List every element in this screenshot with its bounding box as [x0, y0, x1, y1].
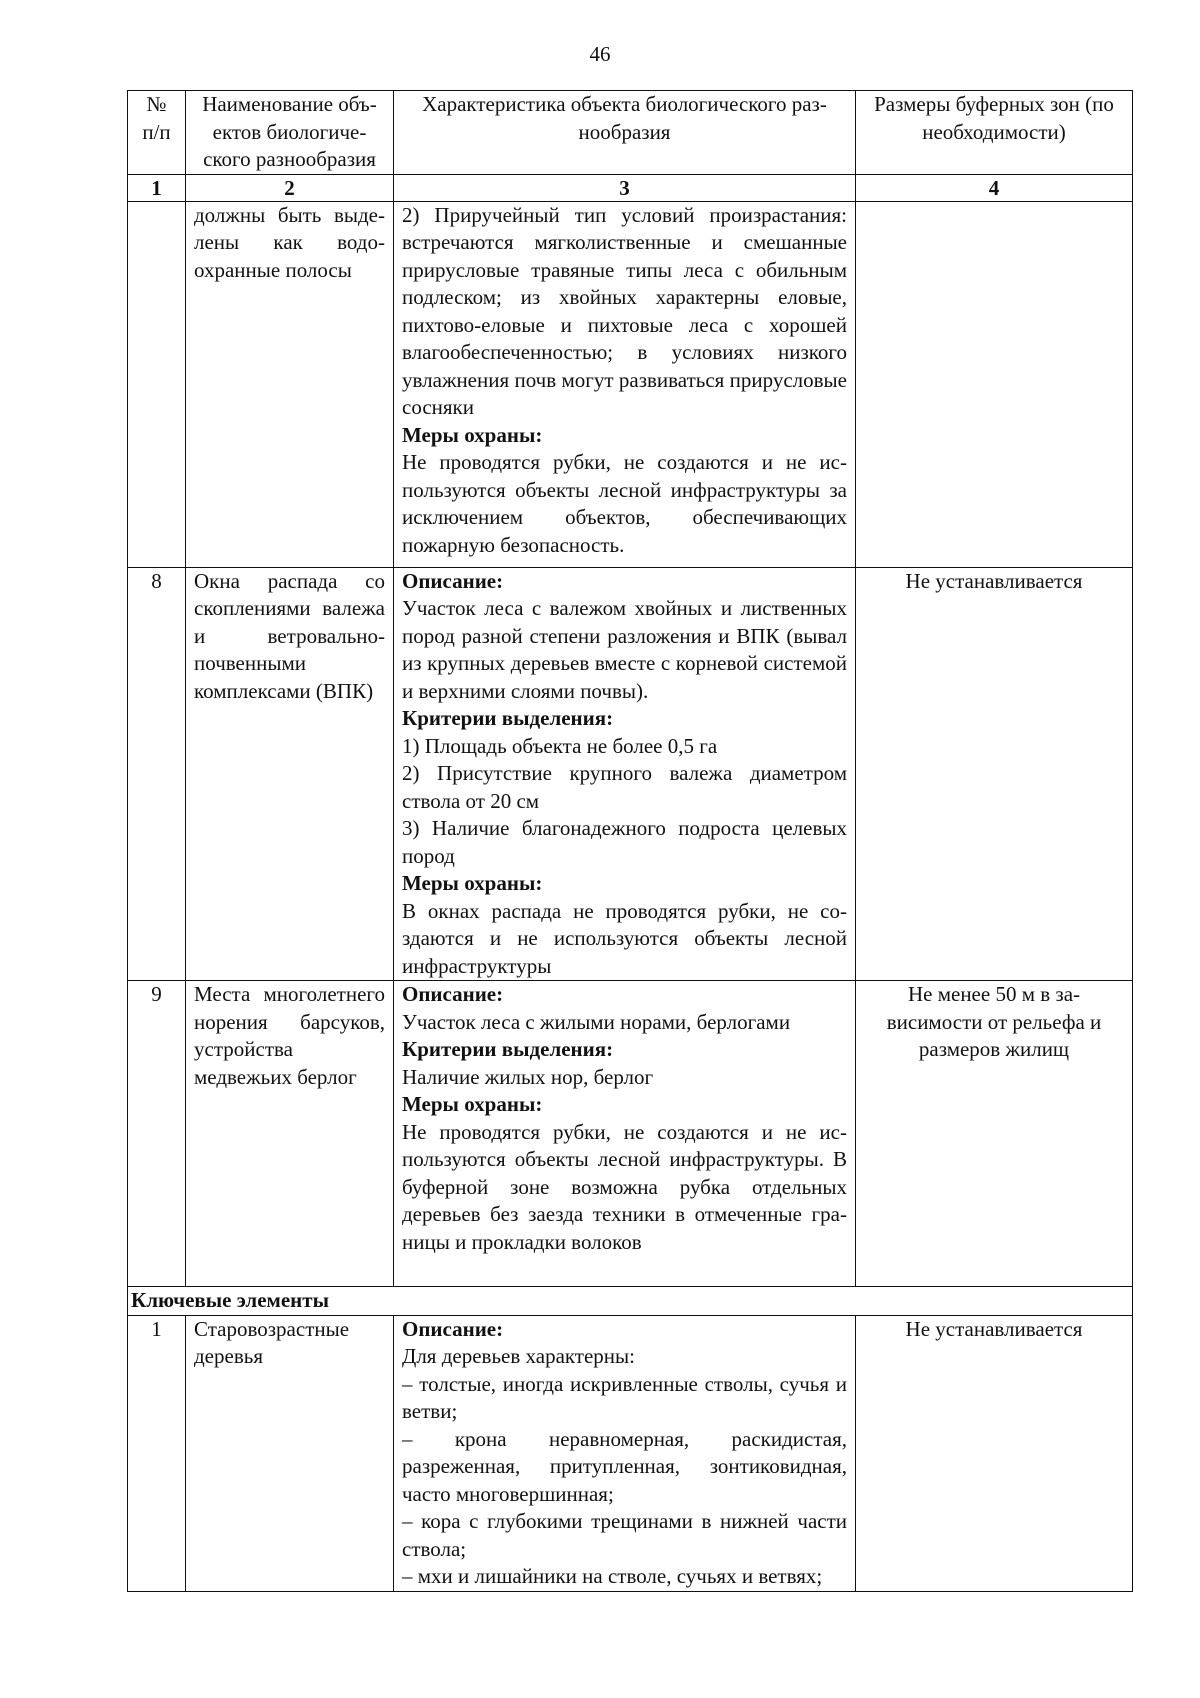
- row-number: [128, 201, 186, 567]
- biodiversity-table: [127, 90, 1133, 1592]
- measures-label: Меры охраны:: [402, 871, 543, 895]
- measures-text: В окнах распада не проводятся рубки, не создаются и не используются объекты лесной инфраструктуры: [402, 898, 847, 978]
- feature-item: – кора с глубокими трещинами в нижней части ствола;: [402, 1509, 847, 1561]
- description-intro: Для деревьев характерны:: [402, 1344, 635, 1368]
- table-row: [128, 981, 1133, 1287]
- feature-item: – толстые, иногда искривленные стволы, сучья и ветви;: [402, 1371, 847, 1423]
- table-row: [128, 1315, 1133, 1591]
- buffer-size: Не устанавливается: [856, 1315, 1133, 1591]
- column-number-row: [128, 174, 1133, 201]
- column-number: 2: [186, 174, 394, 201]
- column-number: 3: [394, 174, 856, 201]
- characteristics-cell: [394, 1315, 856, 1591]
- column-number: 1: [128, 174, 186, 201]
- feature-item: – крона неравномерная, раскидистая, разреженная, притупленная, зонтиковидная, часто многовершинная;: [402, 1426, 847, 1506]
- header-buffer-zones: Размеры буферных зон (по необходимости): [856, 91, 1133, 175]
- description-label: Описание:: [402, 568, 504, 593]
- measures-text: Не проводятся рубки, не создаются и не используются объекты лесной инфраструктуры за исключением объектов, обеспечивающих пожарную безопасность.: [402, 450, 847, 557]
- criterion-item: 2) Присутствие крупного валежа диаметром ствола от 20 см: [402, 761, 847, 813]
- criteria-label: Критерии выделения:: [402, 1037, 614, 1061]
- description-label: Описание:: [402, 1316, 504, 1341]
- header-number: № п/п: [128, 91, 186, 175]
- column-number: 4: [856, 174, 1133, 201]
- page-number: 46: [589, 42, 611, 66]
- description-label: Описание:: [402, 982, 504, 1006]
- row-number: 1: [128, 1315, 186, 1591]
- object-name: Старовозрастные деревья: [186, 1315, 394, 1591]
- type-text: 2) Приручейный тип условий произрастания: встречаются мягколиственные и смешанные прирусловые травяные типы леса с обильным подлеском; из хвойных характерны еловые, пихтово-еловые и пихтовые леса с хорошей влагообеспеченностью; в условиях низкого увлажнения почв могут развиваться прирусловые сосняки: [402, 202, 847, 419]
- criterion-item: 3) Наличие благонадежного подроста целевых пород: [402, 816, 847, 868]
- buffer-size: [856, 201, 1133, 567]
- table-row: [128, 201, 1133, 567]
- description-text: Участок леса с валежом хвойных и лиственных пород разной степени разложения и ВПК (вывал из крупных деревьев вместе с корневой системой и верхними слоями почвы).: [402, 596, 847, 703]
- section-title: Ключевые элементы: [128, 1287, 1133, 1316]
- section-row: [128, 1287, 1133, 1316]
- feature-item: – мхи и лишайники на стволе, сучьях и ветвях;: [402, 1564, 823, 1588]
- measures-label: Меры охраны:: [402, 1092, 543, 1116]
- criterion-item: 1) Площадь объекта не более 0,5 га: [402, 733, 718, 758]
- criteria-label: Критерии выделения:: [402, 706, 614, 730]
- characteristics-cell: [394, 981, 856, 1287]
- header-row: [128, 91, 1133, 175]
- characteristics-cell: [394, 567, 856, 981]
- characteristics-cell: [394, 201, 856, 567]
- description-text: Участок леса с жилыми норами, берлогами: [402, 1009, 791, 1034]
- row-number: 9: [128, 981, 186, 1287]
- criteria-text: Наличие жилых нор, берлог: [402, 1064, 654, 1089]
- object-name: должны быть выделены как водоохранные полосы: [186, 201, 394, 567]
- buffer-size: Не устанавливается: [856, 567, 1133, 981]
- measures-label: Меры охраны:: [402, 422, 543, 447]
- object-name: Окна распада со скоплениями валежа и ветровально-почвенными комплексами (ВПК): [186, 567, 394, 981]
- measures-text: Не проводятся рубки, не создаются и не используются объекты лесной инфраструктуры. В буферной зоне возможна рубка отдельных деревьев без заезда техники в отмеченные границы и прокладки волоков: [402, 1119, 847, 1254]
- object-name: Места многолетнего норения барсуков, устройства медвежьих берлог: [186, 981, 394, 1287]
- buffer-size: Не менее 50 м в зависимости от рельефа и размеров жилищ: [856, 981, 1133, 1287]
- table-row: [128, 567, 1133, 981]
- row-number: 8: [128, 567, 186, 981]
- header-object-name: Наименование объектов биологического разнообразия: [186, 91, 394, 175]
- header-characteristics: Характеристика объекта биологического разнообразия: [394, 91, 856, 175]
